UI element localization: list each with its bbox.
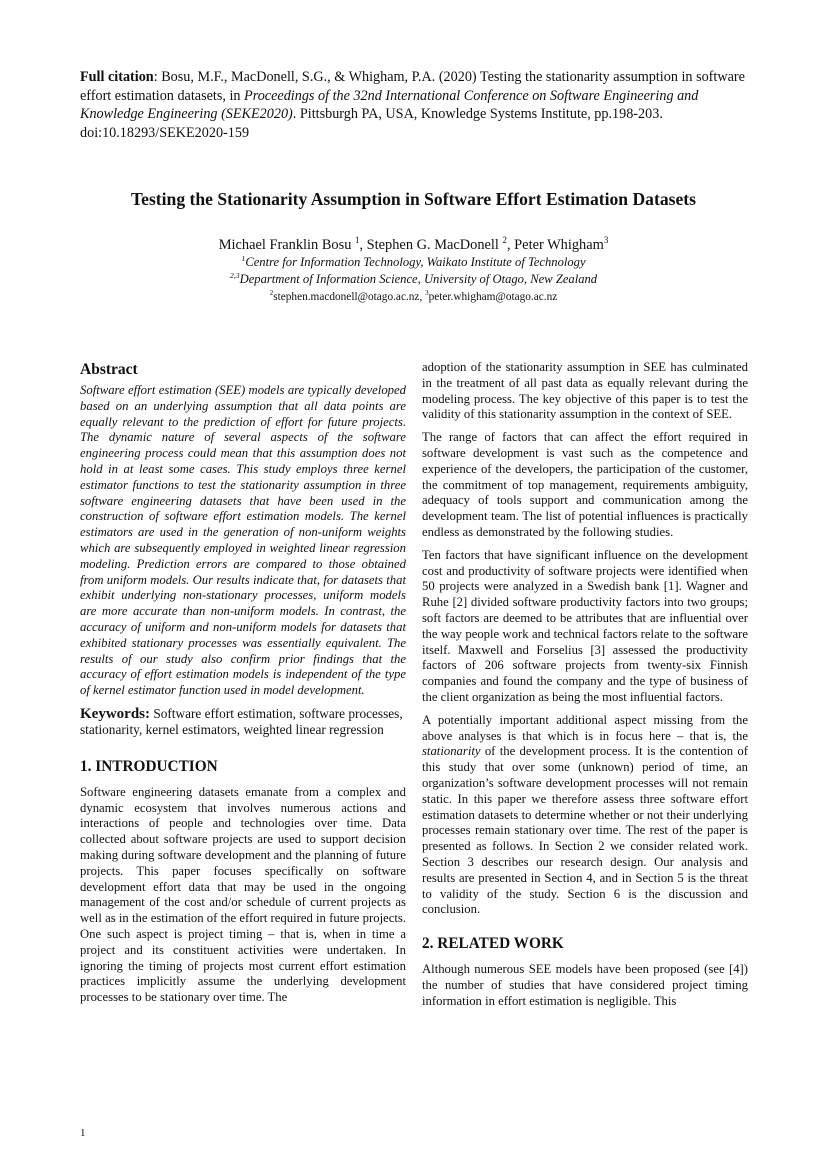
- author-list: [40, 236, 787, 254]
- keywords: [80, 706, 406, 739]
- intro-paragraph-1: Software engineering datasets emanate from a complex and dynamic ecosystem that involves numerous actions and interactions of people and technologies over time. Data collected about software projects are used to support decision making during software development and the planning of future projects. This paper focuses specifically on software development effort data that may be used in the ongoing management of the cost and/or schedule of current projects as well as in the estimation of the effort required in future projects. One such aspect is project timing – that is, when in time a project and its constituent activities were undertaken. In ignoring the timing of projects most current effort estimation practices implicitly assume the underlying development processes to be stationary over time. The: [80, 784, 406, 1005]
- intro-paragraph-5-emphasis: stationarity: [422, 744, 481, 759]
- keywords-text: Software effort estimation, software processes, stationarity, kernel estimators, weighted linear regression: [80, 705, 403, 738]
- page-number: 1: [80, 1127, 86, 1139]
- affiliation-1: [40, 254, 787, 270]
- affiliation-2-sup: 2,3: [229, 270, 240, 280]
- affiliation-2-text: Department of Information Science, University of Otago, New Zealand: [239, 272, 598, 286]
- right-column: [422, 360, 748, 1009]
- email-1-sup: 2: [269, 289, 274, 298]
- intro-paragraph-4: Ten factors that have significant influence on the development cost and productivity of software projects were identified when 50 projects were analyzed in a Swedish bank [1]. Wagner and Ruhe [2] divided software productivity factors into two groups; soft factors are deemed to be attributes that are influential over the way people work and technical factors relate to the software itself. Maxwell and Forselius [3] assessed the productivity factors of 206 software projects from twenty-six Finnish companies and found the company and the type of business of the client organization as being the most influential factors.: [422, 547, 748, 704]
- keywords-label: Keywords:: [80, 705, 150, 722]
- citation-label: Full citation: [80, 69, 154, 85]
- paper-title: Testing the Stationarity Assumption in Software Effort Estimation Datasets: [131, 189, 696, 209]
- introduction-heading: 1. INTRODUCTION: [80, 757, 218, 775]
- abstract-heading: Abstract: [80, 361, 138, 378]
- author-1-sup: 1: [355, 235, 360, 246]
- email-2-sup: 3: [425, 289, 429, 298]
- author-2-sup: 2: [502, 235, 507, 246]
- left-column: [80, 360, 406, 1006]
- intro-paragraph-3: The range of factors that can affect the effort required in software development is vast such as the competence and experience of the developers, the participation of the customer, the commitment of top management, requirements ambiguity, adequacy of tools support and communication among the development team. The list of potential influences is practically endless as demonstrated by the following studies.: [422, 430, 748, 539]
- author-2: , Stephen G. MacDonell: [359, 237, 503, 253]
- affiliation-2: [40, 271, 787, 287]
- email-1: stephen.macdonell@otago.ac.nz,: [273, 291, 426, 303]
- intro-paragraph-5-b: of the development process. It is the contention of this study that over some (unknown) period of time, an organization’s software development processes will not remain static. In this paper we therefore assess three software effort estimation datasets to determine whether or not their underlying processes remain stationary over time. The rest of the paper is presented as follows. In Section 2 we consider related work. Section 3 describes our research design. Our analysis and results are presented in Section 4, and in Section 5 is the threat to validity of the study. Section 6 is the discussion and conclusion.: [422, 744, 748, 917]
- author-1: Michael Franklin Bosu: [218, 237, 355, 253]
- intro-paragraph-2: adoption of the stationarity assumption in SEE has culminated in the treatment of all past data as equally relevant during the modeling process. The key objective of this paper is to test the validity of this stationarity assumption in the context of SEE.: [422, 360, 748, 422]
- author-3-sup: 3: [603, 235, 609, 246]
- author-emails: [40, 290, 787, 304]
- intro-paragraph-5-a: A potentially important additional aspect missing from the above analyses is that which is in focus here – that is, the: [422, 712, 748, 743]
- abstract-body: Software effort estimation (SEE) models are typically developed based on an underlying assumption that all data points are equally relevant to the prediction of effort for future projects. The dynamic nature of several aspects of the software engineering process could mean that this assumption does not hold in at least some cases. This study employs three kernel estimator functions to test the stationarity assumption in three software engineering datasets that have been used in the construction of software effort estimation models. The kernel estimators are used in the generation of non-uniform weights which are subsequently employed in weighted linear regression modeling. Prediction errors are compared to those obtained from uniform models. Our results indicate that, for datasets that exhibit underlying non-stationary processes, uniform models are more accurate than non-uniform models. In contrast, the accuracy of uniform and non-uniform models for datasets that exhibited stationary processes was essentially equivalent. The results of our study also confirm prior findings that the accuracy of effort estimation models is independent of the type of kernel estimator function used in model development.: [80, 383, 406, 698]
- email-2: peter.whigham@otago.ac.nz: [428, 291, 558, 303]
- related-paragraph-1: Although numerous SEE models have been proposed (see [4]) the number of studies that have considered project timing information in effort estimation is negligible. This: [422, 962, 748, 1008]
- citation-venue: Proceedings of the 32nd International Conference on Software Engineering and Knowledge Engineering (SEKE2020): [80, 87, 699, 123]
- affiliation-1-text: Centre for Information Technology, Waikato Institute of Technology: [245, 255, 586, 269]
- affiliation-1-sup: 1: [241, 253, 246, 263]
- author-3: , Peter Whigham: [506, 237, 604, 253]
- citation-text-after: . Pittsburgh PA, USA, Knowledge Systems Institute, pp.198-203. doi:10.18293/SEKE2020-159: [80, 106, 663, 141]
- intro-paragraph-5: [422, 713, 748, 918]
- related-work-heading: 2. RELATED WORK: [422, 935, 564, 953]
- full-citation: [80, 68, 748, 142]
- citation-text-before: : Bosu, M.F., MacDonell, S.G., & Whigham, P.A. (2020) Testing the stationarity assumption in software effort estimation datasets, in: [80, 69, 745, 104]
